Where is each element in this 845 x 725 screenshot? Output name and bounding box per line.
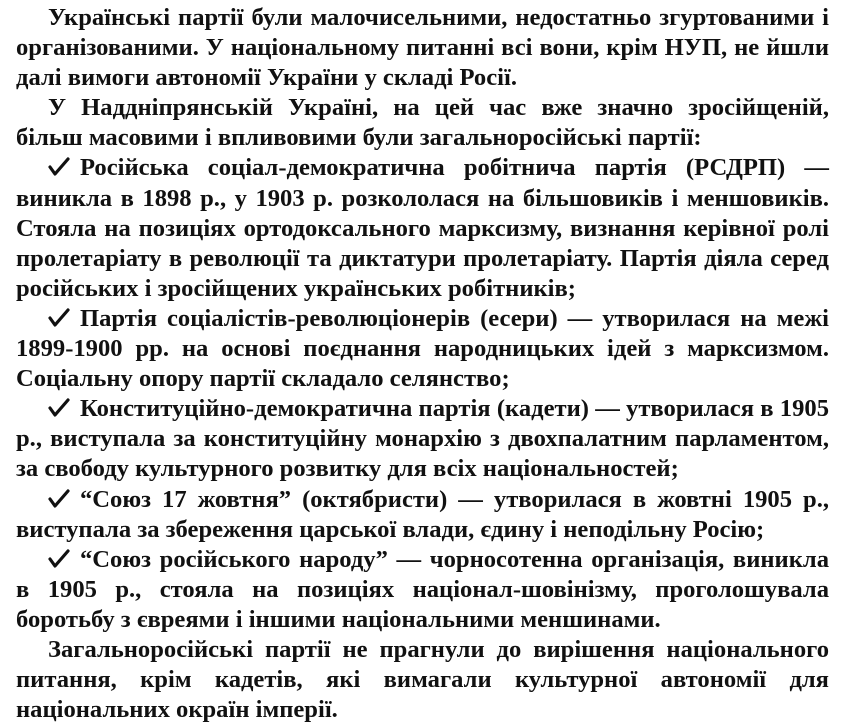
party-list-item xyxy=(16,545,829,635)
checkmark-icon xyxy=(48,396,70,418)
party-text: Російська соціал-демократична робітнича партія (РСДРП) — виникла в 1898 р., у 1903 р. розкололася на більшовиків і меншовиків. Стояла на позиціях ортодоксального марксизму, визнання керівної ролі пролетаріату в революції та диктатури пролетаріату. Партія діяла серед російських і зросійщених українських робітників; xyxy=(16,154,829,302)
party-list-item xyxy=(16,394,829,484)
checkmark-icon xyxy=(48,547,70,569)
checkmark-icon xyxy=(48,306,70,328)
party-text: “Союз російського народу” — чорносотенна організація, виникла в 1905 р., стояла на позиціях націонал-шовінізму, проголошувала боротьбу з євреями і іншими національними меншинами. xyxy=(16,545,829,633)
party-list-item xyxy=(16,304,829,394)
party-text: “Союз 17 жовтня” (октябристи) — утворилася в жовтні 1905 р., виступала за збереження царської влади, єдину і неподільну Росію; xyxy=(16,485,829,543)
party-text: Конституційно-демократична партія (кадети) — утворилася в 1905 р., виступала за конституційну монархію з двохпалатним парламентом, за свободу культурного розвитку для всіх національностей; xyxy=(16,395,829,483)
party-text: Партія соціалістів-революціонерів (есери) — утворилася на межі 1899-1900 рр. на основі поєднання народницьких ідей з марксизмом. Соціальну опору партії складало селянство; xyxy=(16,304,829,393)
checkmark-icon xyxy=(48,155,70,177)
party-list-item xyxy=(16,485,829,545)
conclusion-paragraph: Загальноросійські партії не прагнули до вирішення національного питання, крім кадетів, які вимагали культурної автономії для національних окраїн імперії. xyxy=(16,635,829,724)
dnipro-paragraph: У Наддніпрянській Україні, на цей час вже значно зросійщеній, більш масовими і впливовими були загальноросійські партії: xyxy=(16,94,829,152)
checkmark-icon xyxy=(48,487,70,509)
party-list-item xyxy=(16,153,829,303)
intro-paragraph: Українські партії були малочисельними, недостатньо згуртованими і організованими. У національному питанні всі вони, крім НУП, не йшли далі вимоги автономії України у складі Росії. xyxy=(16,4,829,92)
